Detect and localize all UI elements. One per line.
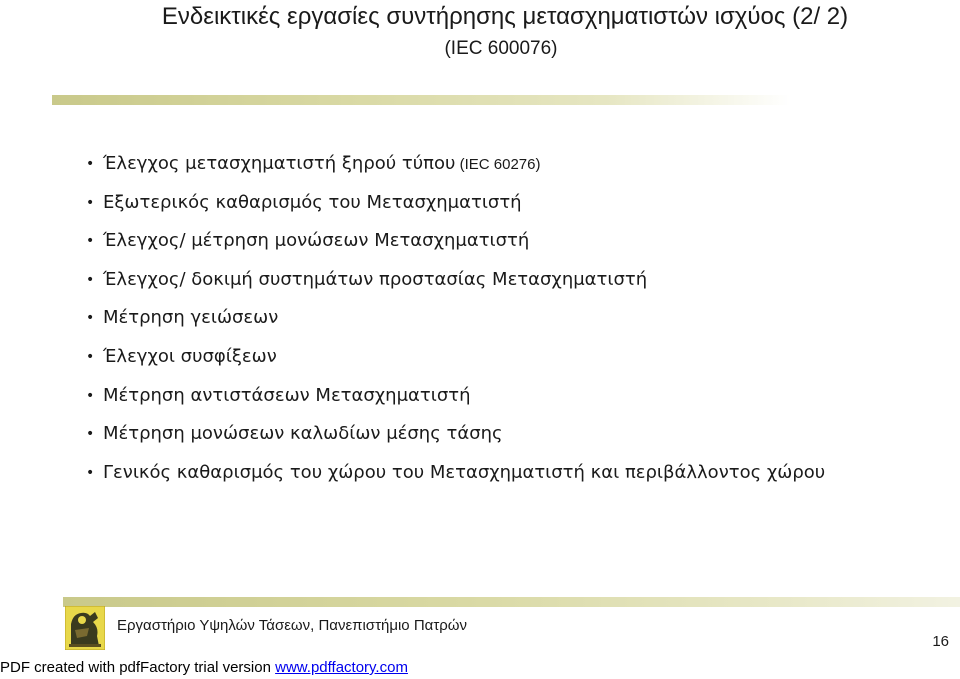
pdf-banner-text: PDF created with pdfFactory trial version [0, 659, 276, 676]
list-item-text: Έλεγχος/ μέτρηση μονώσεων Μετασχηματιστή [103, 230, 530, 252]
slide-title: Ενδεικτικές εργασίες συντήρησης μετασχηματιστών ισχύος (2/ 2) [161, 3, 849, 30]
maintenance-task-list [84, 152, 825, 499]
slide-subtitle: (IEC 600076) [444, 38, 558, 59]
list-item [84, 384, 825, 423]
list-item-note: (IEC 60276) [455, 156, 541, 173]
bullet-icon: • [86, 464, 95, 481]
page-number: 16 [932, 633, 949, 650]
list-item-text: Μέτρηση μονώσεων καλωδίων μέσης τάσης [103, 423, 503, 445]
list-item [84, 422, 825, 461]
list-item [84, 152, 825, 191]
list-item [84, 268, 825, 307]
list-item [84, 191, 825, 230]
footer-lab-name: Εργαστήριο Υψηλών Τάσεων, Πανεπιστήμιο Πατρών [117, 617, 467, 634]
footer-band [63, 597, 960, 607]
list-item-text: Εξωτερικός καθαρισμός του Μετασχηματιστή [103, 191, 522, 213]
bullet-icon: • [86, 310, 95, 327]
list-item [84, 306, 825, 345]
pdffactory-link[interactable]: www.pdffactory.com [275, 659, 408, 676]
bullet-icon: • [86, 348, 95, 365]
list-item-text: Έλεγχος/ δοκιμή συστημάτων προστασίας Μετασχηματιστή [103, 268, 648, 290]
bullet-icon: • [86, 233, 95, 250]
list-item-text: Έλεγχος μετασχηματιστή ξηρού τύπου [103, 153, 456, 174]
bullet-icon: • [86, 426, 95, 443]
title-divider-band [52, 95, 790, 105]
university-logo-icon [65, 606, 105, 650]
list-item [84, 461, 825, 500]
list-item [84, 345, 825, 384]
list-item-text: Γενικός καθαρισμός του χώρου του Μετασχηματιστή και περιβάλλοντος χώρου [103, 461, 826, 483]
list-item [84, 229, 825, 268]
bullet-icon: • [86, 156, 95, 172]
bullet-icon: • [86, 387, 95, 404]
bullet-icon: • [86, 271, 95, 288]
bullet-icon: • [86, 194, 95, 211]
list-item-text: Έλεγχοι συσφίξεων [103, 345, 277, 367]
list-item-text: Μέτρηση αντιστάσεων Μετασχηματιστή [103, 384, 471, 406]
pdf-banner [0, 659, 408, 676]
list-item-text: Μέτρηση γειώσεων [103, 307, 279, 329]
